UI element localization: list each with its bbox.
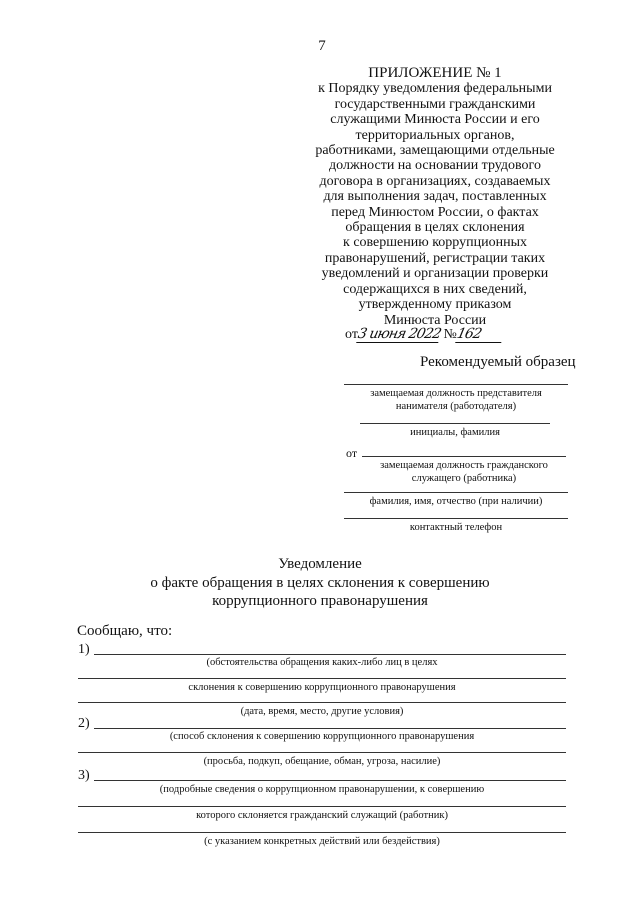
caption-actions: (с указанием конкретных действий или бездействия) [204,836,440,847]
item-number: 2) [78,716,90,731]
appendix-line: служащими Минюста России и его [330,112,540,128]
caption-initials: инициалы, фамилия [410,427,500,438]
title-line: Уведомление [278,556,362,572]
caption-position-employee [362,459,566,485]
blank-line [94,780,566,781]
handwritten-number: 162 [455,326,505,343]
appendix-line: обращения в целях склонения [345,220,525,236]
appendix-line: должности на основании трудового [329,158,541,174]
caption-line: замещаемая должность гражданского [380,460,548,471]
appendix-line: содержащихся в них сведений, [343,281,527,297]
caption-method-examples: (просьба, подкуп, обещание, обман, угроза, насилие) [203,756,441,767]
blank-line [344,384,568,385]
appendix-title: ПРИЛОЖЕНИЕ № 1 [368,65,502,81]
blank-line [78,678,566,679]
caption-inducement: склонения к совершению коррупционного правонарушения [188,682,456,693]
title-line: о факте обращения в целях склонения к совершению [150,574,490,591]
caption-employee: которого склоняется гражданский служащий (работник) [196,810,448,821]
appendix-line: к совершению коррупционных [343,235,527,251]
blank-line [94,728,566,729]
page-number: 7 [318,38,326,54]
blank-line [78,832,566,833]
caption-line: нанимателя (работодателя) [395,401,517,412]
appendix-line: договора в организациях, создаваемых [319,173,551,189]
blank-line [78,752,566,753]
blank-line [362,456,566,457]
caption-phone: контактный телефон [409,522,503,533]
handwritten-date: 3 июня 2022 [356,326,443,342]
caption-line: служащего (работника) [411,473,517,484]
item-number: 3) [78,768,90,783]
appendix-line: государственными гражданскими [334,96,536,112]
number-label: № [443,327,457,342]
report-label: Сообщаю, что: [77,623,173,639]
appendix-header [296,66,574,328]
caption-line: замещаемая должность представителя [370,388,542,399]
caption-method: (способ склонения к совершению коррупционного правонарушения [169,731,475,742]
caption-details: (подробные сведения о коррупционном правонарушении, к совершению [159,784,485,795]
blank-line [94,654,566,655]
blank-line [344,518,568,519]
from-label: от [346,446,358,460]
blank-line [344,492,568,493]
caption-date-place: (дата, время, место, другие условия) [240,706,404,717]
appendix-line: работниками, замещающими отдельные [315,143,555,159]
document-title [120,555,520,611]
from-label: от [345,327,358,342]
recommended-sample-label: Рекомендуемый образец [420,354,576,370]
appendix-line: утвержденному приказом [358,297,512,313]
appendix-line: к Порядку уведомления федеральными [318,81,552,97]
blank-line [360,423,550,424]
blank-line [78,806,566,807]
item-number: 1) [78,642,90,657]
order-date-line [345,326,503,343]
appendix-line: перед Минюстом России, о фактах [331,204,539,220]
appendix-line: для выполнения задач, поставленных [323,189,547,205]
caption-circumstances: (обстоятельства обращения каких-либо лиц в целях [206,657,438,668]
title-line: коррупционного правонарушения [212,593,428,609]
appendix-line: правонарушений, регистрации таких [324,250,546,266]
caption-fullname: фамилия, имя, отчество (при наличии) [369,496,543,507]
caption-position-employer [344,387,568,413]
appendix-line: уведомлений и организации проверки [321,266,549,282]
appendix-line: территориальных органов, [355,127,515,143]
blank-line [78,702,566,703]
appendix-line: Минюста России [383,312,487,328]
